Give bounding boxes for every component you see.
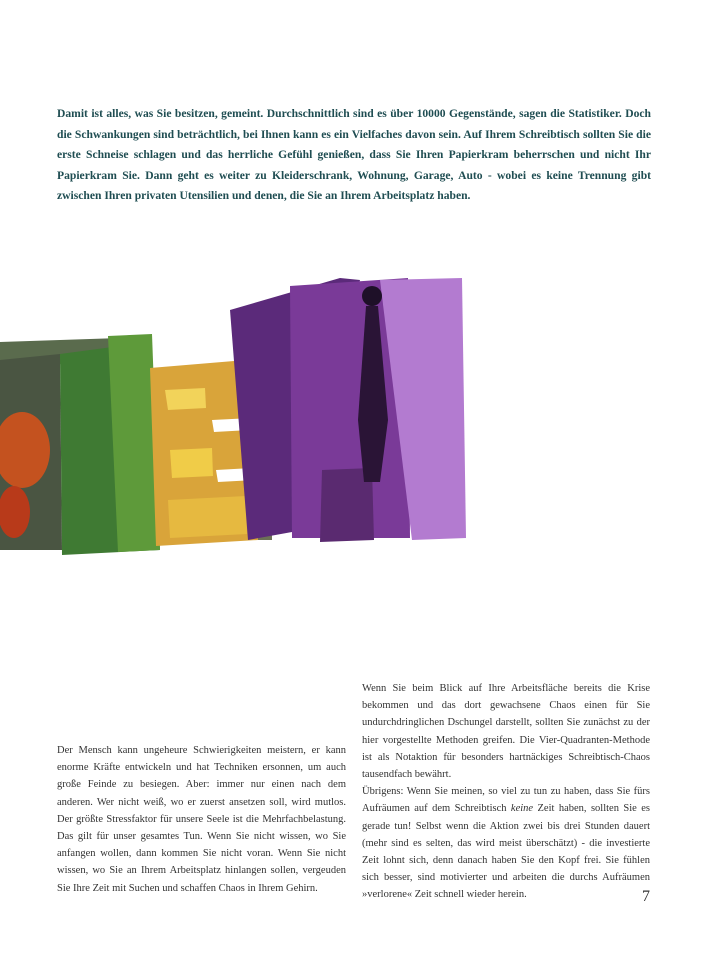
right-paragraph-1: Wenn Sie beim Blick auf Ihre Arbeitsfläche bereits die Krise bekommen und das dort gewachsene Chaos einen für Sie undurchdringlichen Dschungel darstellt, sollten Sie zunächst zu der hier vorgestellte Methoden greifen. Die Vier-Quadranten-Methode ist als Notaktion für besonders hartnäckiges Schreibtisch-Chaos tausendfach bewährt. (362, 683, 650, 781)
left-paragraph: Der Mensch kann ungeheure Schwierigkeiten meistern, er kann enorme Kräfte entwickeln und hat Techniken ersonnen, um auch große Feinde zu besiegen. Aber: immer nur einen nach dem anderen. Wer nicht weiß, wo er zuerst ansetzen soll, wird mutlos. Der größte Stressfaktor für unsere Seele ist die Mehrfachbelastung. Das gilt für unser gesamtes Tun. Wenn Sie nicht wissen, wo Sie anfangen wollen, dann kommen Sie nicht voran. Wenn Sie nicht wissen, wo Sie an Ihrem Arbeitsplatz hinlangen sollen, vergeuden Sie Ihre Zeit mit Suchen und schaffen Chaos in Ihrem Gehirn. (57, 745, 346, 894)
left-column (57, 742, 346, 897)
right-paragraph-2: Übrigens: Wenn Sie meinen, so viel zu tun zu haben, dass Sie fürs Aufräumen auf dem Schreibtisch keine Zeit haben, sollten Sie es gerade tun! Selbst wenn die Aktion zwei bis drei Stunden dauert (mehr sind es selten, das wird meist überschätzt) - die investierte Zeit lohnt sich, denn danach haben Sie den Kopf frei. Sie fühlen sich besser, sind motivierter und arbeiten die durchs Aufräumen »verlorene« Zeit schnell wieder herein. (362, 786, 650, 901)
intro-paragraph: Damit ist alles, was Sie besitzen, gemeint. Durchschnittlich sind es über 10000 Gegenstände, sagen die Statistiker. Doch die Schwankungen sind beträchtlich, bei Ihnen kann es ein Vielfaches davon sein. Auf Ihrem Schreibtisch sollten Sie die erste Schneise schlagen und das herrliche Gefühl genießen, dass Sie Ihren Papierkram beherrschen und nicht Ihr Papierkram Sie. Dann geht es weiter zu Kleiderschrank, Wohnung, Garage, Auto - wobei es keine Trennung gibt zwischen Ihren privaten Utensilien und denen, die Sie an Ihrem Arbeitsplatz haben. (57, 107, 651, 202)
page-number: 7 (642, 888, 650, 905)
emphasis-keine: keine (510, 803, 534, 815)
right-column (362, 680, 650, 904)
chaos-letters-illustration (0, 250, 480, 560)
